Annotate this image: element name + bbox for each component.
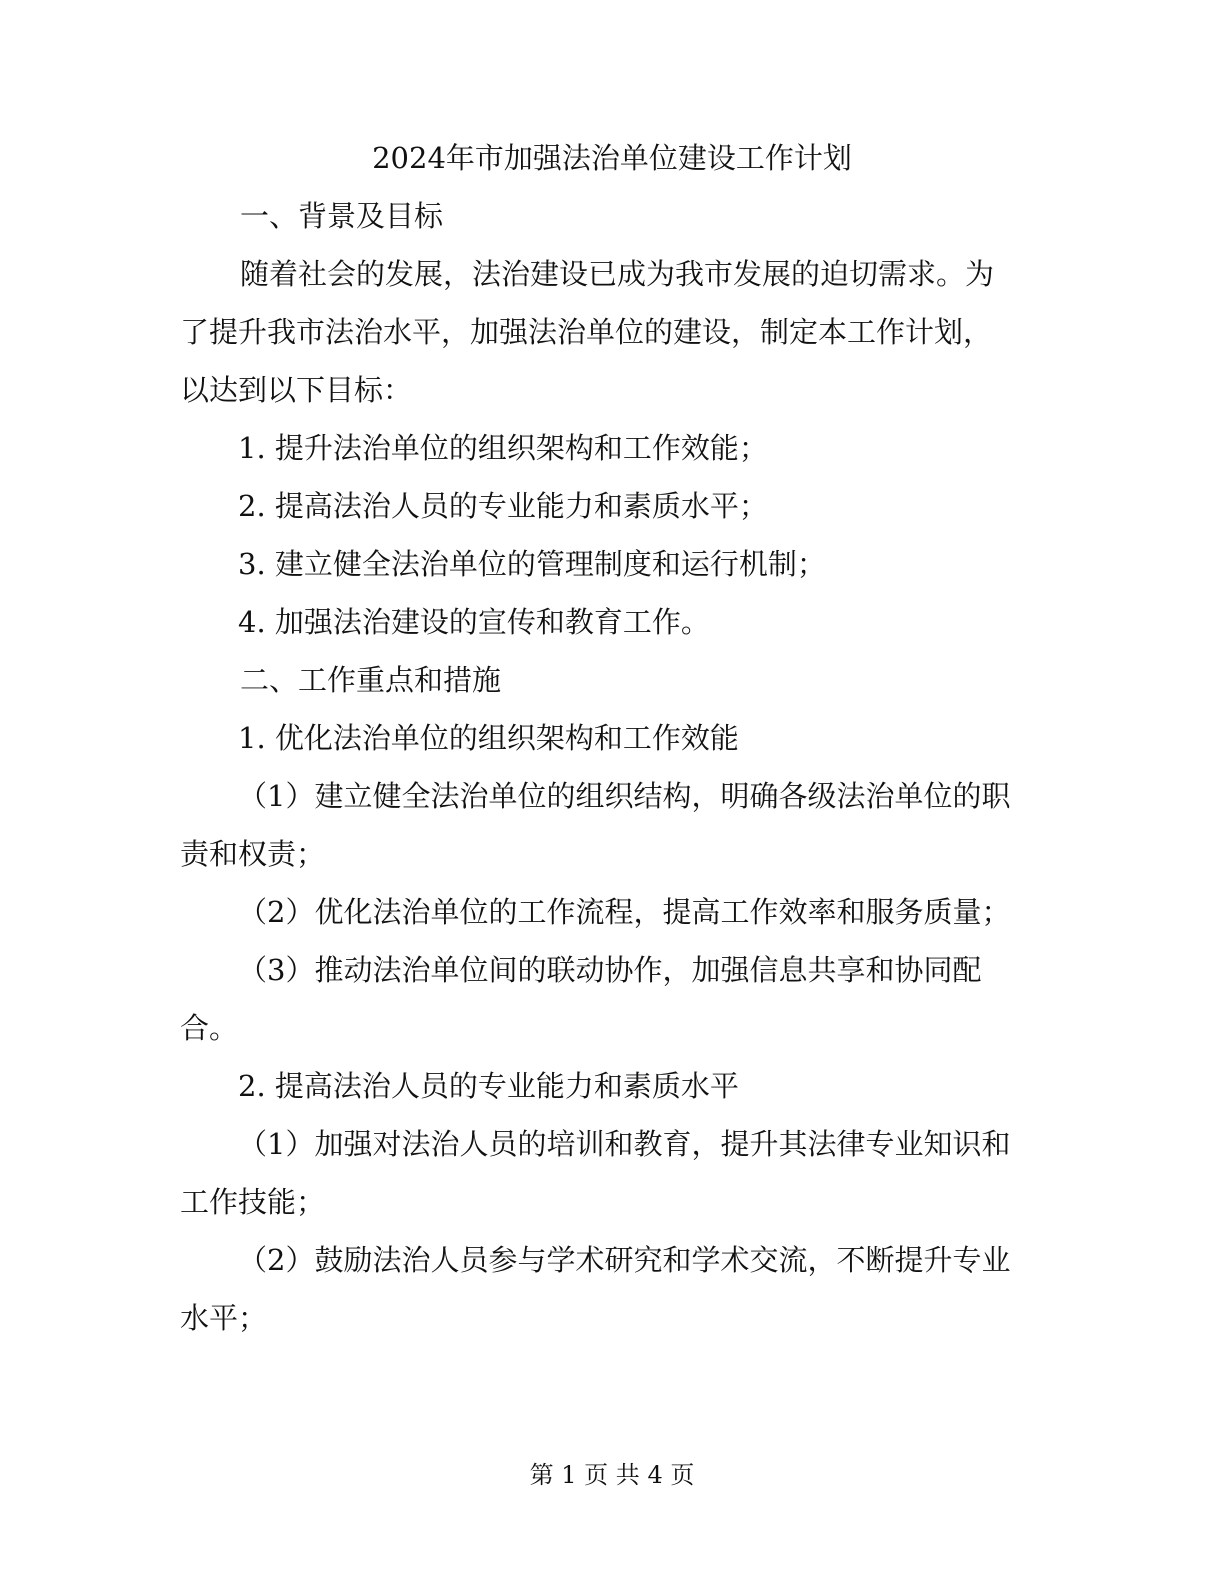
section-heading-background: 一、背景及目标 <box>240 199 444 233</box>
goal-list-item: 2. 提高法治人员的专业能力和素质水平； <box>238 489 768 523</box>
measure-item-continuation: 工作技能； <box>180 1185 326 1219</box>
subsection-heading: 2. 提高法治人员的专业能力和素质水平 <box>238 1069 739 1103</box>
measure-item: （2）优化法治单位的工作流程，提高工作效率和服务质量； <box>238 895 1011 929</box>
section-heading-measures: 二、工作重点和措施 <box>240 663 502 697</box>
measure-item-continuation: 合。 <box>180 1011 239 1045</box>
measure-item: （1）加强对法治人员的培训和教育，提升其法律专业知识和 <box>238 1127 1011 1161</box>
paragraph-line: 随着社会的发展，法治建设已成为我市发展的迫切需求。为 <box>240 257 995 291</box>
document-title: 2024年市加强法治单位建设工作计划 <box>372 141 852 175</box>
goal-list-item: 3. 建立健全法治单位的管理制度和运行机制； <box>238 547 826 581</box>
measure-item: （1）建立健全法治单位的组织结构，明确各级法治单位的职 <box>238 779 1011 813</box>
paragraph-line: 了提升我市法治水平，加强法治单位的建设，制定本工作计划， <box>180 315 993 349</box>
measure-item: （2）鼓励法治人员参与学术研究和学术交流，不断提升专业 <box>238 1243 1011 1277</box>
goal-list-item: 1. 提升法治单位的组织架构和工作效能； <box>238 431 768 465</box>
subsection-heading: 1. 优化法治单位的组织架构和工作效能 <box>238 721 739 755</box>
page-footer: 第 1 页 共 4 页 <box>529 1461 695 1489</box>
paragraph-line: 以达到以下目标： <box>180 373 413 407</box>
measure-item-continuation: 水平； <box>180 1301 268 1335</box>
measure-item: （3）推动法治单位间的联动协作，加强信息共享和协同配 <box>238 953 982 987</box>
measure-item-continuation: 责和权责； <box>180 837 326 871</box>
goal-list-item: 4. 加强法治建设的宣传和教育工作。 <box>238 605 710 639</box>
